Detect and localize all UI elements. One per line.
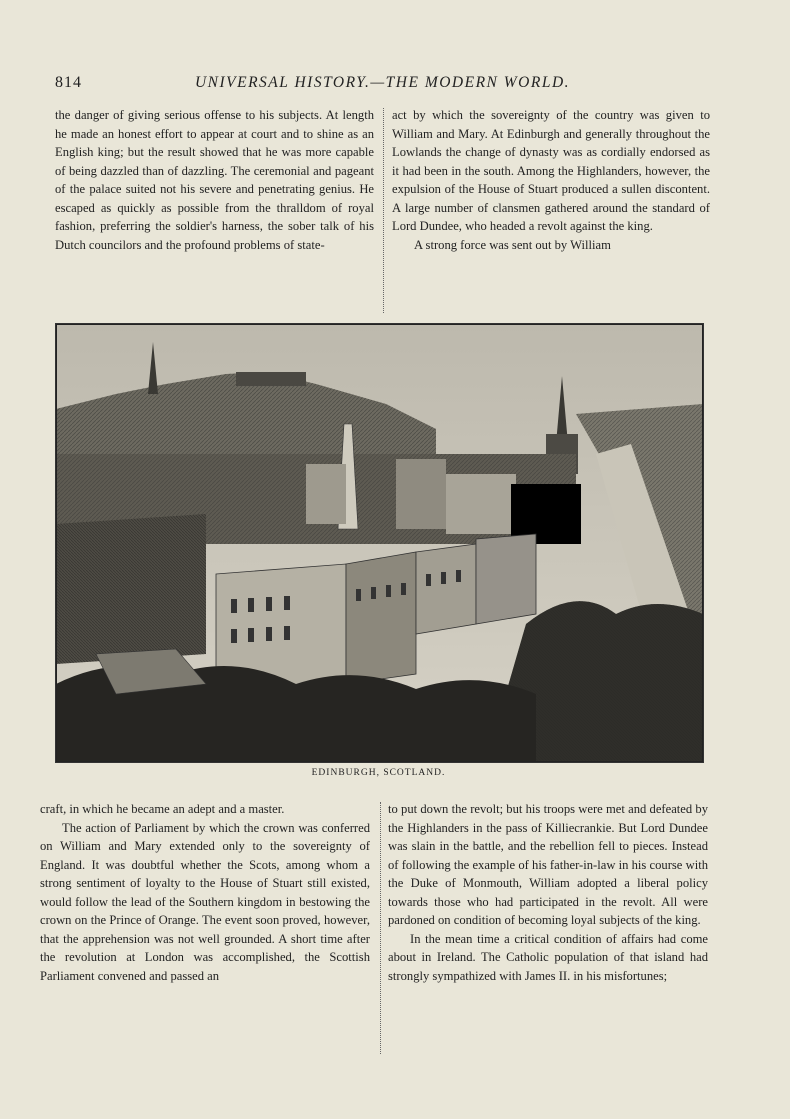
engraving-edinburgh [55, 323, 704, 763]
figure-caption: EDINBURGH, SCOTLAND. [311, 768, 446, 778]
running-head [55, 74, 710, 96]
paragraph: The action of Parliament by which the crown was conferred on William and Mary extended only to the sovereignty of England. It was doubtful whether the Scots, among whom a strong sentiment of loyalty to the House of Stuart still existed, would follow the lead of the Southern kingdom in bestowing the crown on the Prince of Orange. The event soon proved, however, that the apprehension was not well grounded. A short time after the revolution at London was accomplished, the Scottish Parliament convened and passed an [40, 820, 370, 983]
page-number: 814 [55, 74, 82, 91]
column-divider-bottom [380, 802, 381, 1054]
paragraph: act by which the sovereignty of the country was given to William and Mary. At Edinburgh and generally throughout the Lowlands the change of dynasty was as cordially endorsed as it had been in the south. Among the Highlanders, however, the expulsion of the House of Stuart produced a sullen discontent. A large number of clansmen gathered around the standard of Lord Dundee, who headed a revolt against the king. [392, 108, 710, 233]
paragraph: craft, in which he became an adept and a master. [40, 802, 285, 816]
running-title: UNIVERSAL HISTORY.—THE MODERN WORLD. [194, 74, 571, 91]
column-bottom-right [388, 800, 708, 985]
engraving-illustration [56, 324, 703, 762]
column-top-right [392, 106, 710, 254]
column-top-left [55, 106, 374, 254]
column-divider-top [383, 108, 384, 313]
column-bottom-left [40, 800, 370, 985]
paragraph: to put down the revolt; but his troops were met and defeated by the Highlanders in the pass of Killiecrankie. But Lord Dundee was slain in the battle, and the rebellion fell to pieces. Instead of following the example of his father-in-law in his course with the Duke of Monmouth, William adopted a liberal policy towards those who had participated in the revolt. All were pardoned on condition of becoming loyal subjects of the king. [388, 802, 708, 927]
paragraph: the danger of giving serious offense to his subjects. At length he made an honest effort to appear at court and to shine as an English king; but the result showed that he was more capable of being dazzled than of dazzling. The ceremonial and pageant of the palace suited not his severe and penetrating genius. He escaped as quickly as possible from the thralldom of royal fashion, preferring the soldier's harness, the sober talk of his Dutch councilors and the profound problems of state- [55, 108, 374, 252]
paragraph: A strong force was sent out by William [414, 237, 611, 252]
paragraph: In the mean time a critical condition of affairs had come about in Ireland. The Catholic population of that island had strongly sympathized with James II. in his misfortunes; [388, 931, 708, 983]
